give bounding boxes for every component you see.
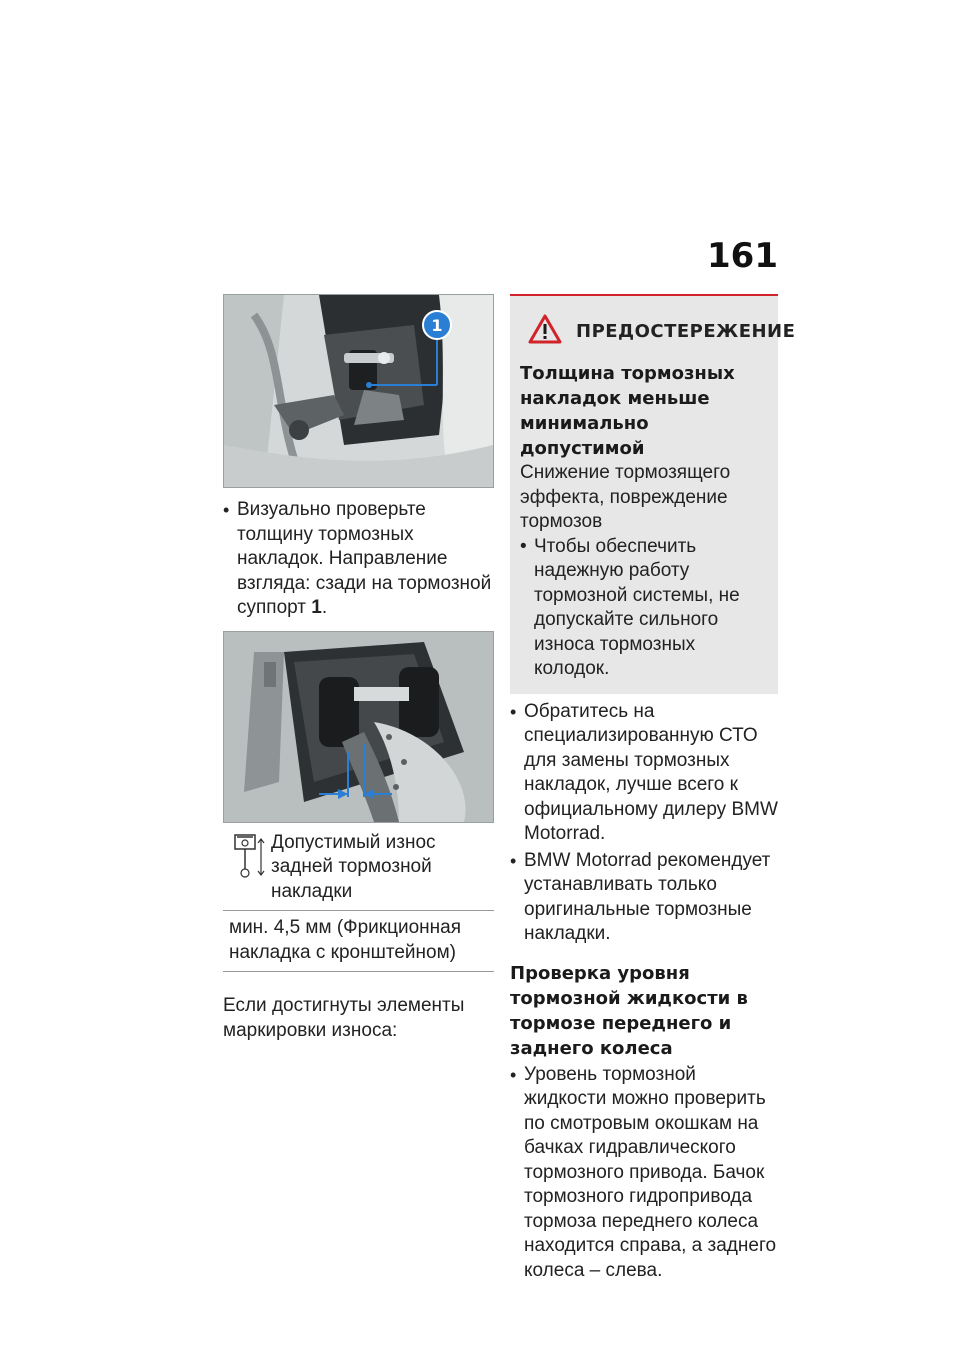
brake-caliper-photo-rear-view: [223, 294, 494, 488]
callout-reference: 1: [311, 597, 322, 618]
brake-pad-wear-photo: [223, 631, 494, 823]
spec-row-label: [223, 831, 494, 912]
callout-1-label: 1: [431, 316, 443, 335]
instruction-text: Визуально проверьте толщину тормозных накладок. Направление взгляда: сзади на тормозной суппорт: [237, 499, 492, 618]
list-item: • BMW Motorrad рекомендует устанавливать только оригинальные тормозные накладки.: [510, 849, 778, 947]
brake-pad-illustration: [224, 632, 493, 822]
list-item: • Уровень тормозной жидкости можно проверить по смотровым окошкам на бачках гидравлического тормозного привода. Бачок тормозного гидропривода тормоза переднего колеса находится справа, а заднего колеса – слева.: [510, 1063, 778, 1284]
instruction-tail: .: [321, 597, 328, 618]
paragraph: Если достигнуты элементы маркировки износа:: [223, 995, 465, 1041]
section-title: Проверка уровня тормозной жидкости в тормозе переднего и заднего колеса: [510, 962, 748, 1059]
page-number: 161: [707, 236, 778, 276]
brake-caliper-illustration: [224, 295, 493, 487]
warning-header: [520, 314, 796, 349]
warning-triangle-icon: [528, 314, 562, 349]
list-item: [223, 498, 494, 621]
right-column: [510, 294, 796, 1283]
spec-value: мин. 4,5 мм (Фрикционная накладка с кронштейном): [223, 911, 494, 972]
warning-text: Снижение тормозящего эффекта, повреждение тормозов: [520, 462, 731, 532]
warning-box: [510, 294, 796, 694]
spec-table: [223, 831, 494, 973]
left-column: [223, 294, 494, 1043]
spec-label: Допустимый износ задней тормозной накладки: [271, 831, 436, 902]
list-item: • Обратитесь на специализированную СТО для замены тормозных накладок, лучше всего к официальному дилеру BMW Motorrad.: [510, 700, 778, 847]
warning-list-item: • Чтобы обеспечить надежную работу тормозной системы, не допускайте сильного износа тормозных колодок.: [520, 535, 768, 682]
warning-subtitle: Толщина тормозных накладок меньше минимально допустимой: [520, 363, 735, 459]
warning-title: ПРЕДОСТЕРЕЖЕНИЕ: [576, 321, 796, 342]
brake-pad-wear-icon: [223, 831, 271, 883]
